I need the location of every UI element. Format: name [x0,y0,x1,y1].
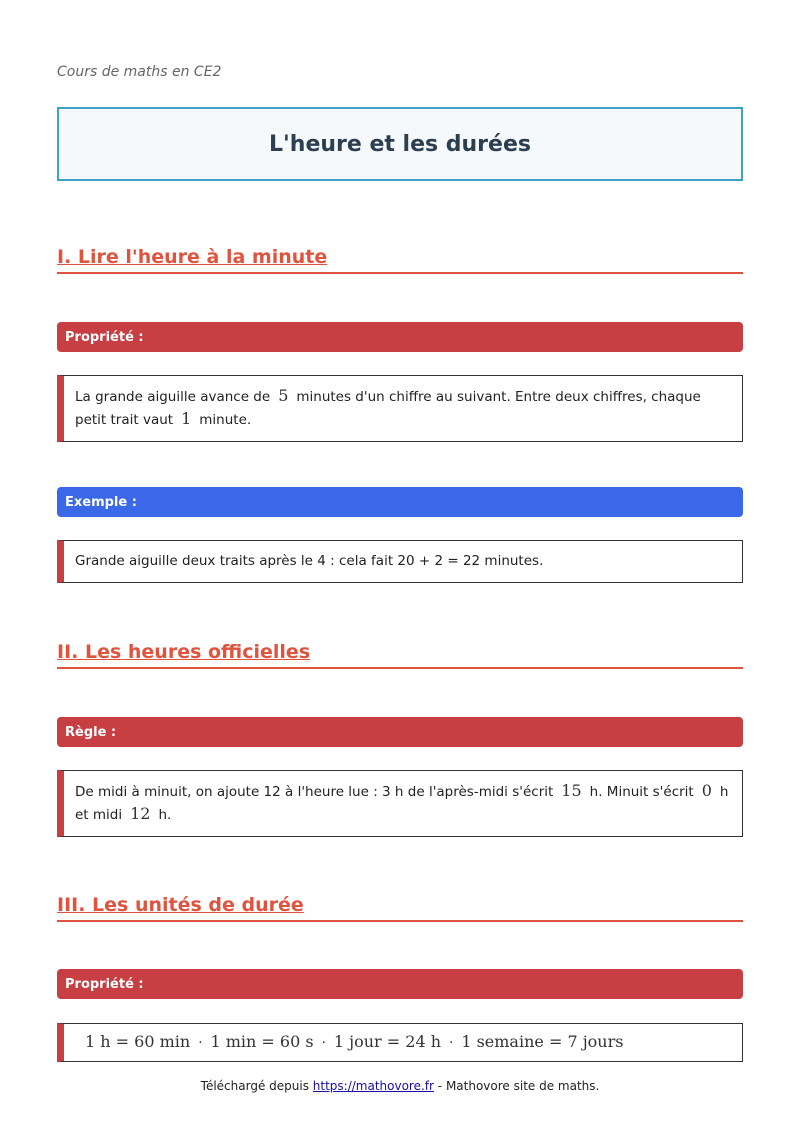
formula-minute: 1 min = 60 s [210,1032,314,1051]
rule-label [57,717,743,747]
property-1-text-b: minutes d'un chiffre au suivant. Entre deux chiffres, chaque petit trait vaut [75,389,701,428]
page-footer [0,1079,800,1093]
property-label-3-text: Propriété : [65,976,144,992]
example-label-text: Exemple : [65,494,137,510]
rule-text-c: h et midi [75,784,729,823]
formula-separator: · [198,1035,203,1051]
footer-suffix: - Mathovore site de maths. [437,1079,600,1093]
units-box [57,1023,743,1062]
math-value-5: 5 [278,386,289,405]
property-label-1 [57,322,743,352]
formula-week: 1 semaine = 7 jours [461,1032,624,1051]
title-box [57,107,743,181]
rule-text-b: h. Minuit s'écrit [589,784,694,800]
rule-text-d: h. [158,807,172,823]
rule-box [57,770,743,837]
example-box [57,540,743,583]
math-value-15: 15 [561,781,582,800]
property-label-1-text: Propriété : [65,329,144,345]
rule-text-a: De midi à minuit, on ajoute 12 à l'heure lue : 3 h de l'après-midi s'écrit [75,784,554,800]
example-label [57,487,743,517]
property-box-1 [57,375,743,442]
math-value-1: 1 [181,409,192,428]
section-heading-1 [57,246,743,274]
page-title: L'heure et les durées [269,131,531,157]
math-value-0: 0 [701,781,712,800]
course-subtitle: Cours de maths en CE2 [57,64,222,80]
footer-link[interactable]: https://mathovore.fr [312,1079,434,1093]
property-1-text-c: minute. [199,412,252,428]
formula-separator: · [321,1035,326,1051]
section-heading-2-text: II. Les heures officielles [57,641,311,663]
property-label-3 [57,969,743,999]
section-heading-2 [57,641,743,669]
formula-hour: 1 h = 60 min [85,1032,191,1051]
example-text: Grande aiguille deux traits après le 4 : cela fait 20 + 2 = 22 minutes. [75,553,544,569]
section-heading-1-text: I. Lire l'heure à la minute [57,246,328,268]
footer-prefix: Téléchargé depuis [200,1079,309,1093]
section-heading-3 [57,894,743,922]
formula-separator: · [449,1035,454,1051]
math-value-12: 12 [130,804,151,823]
section-heading-3-text: III. Les unités de durée [57,894,304,916]
formula-day: 1 jour = 24 h [333,1032,442,1051]
rule-label-text: Règle : [65,724,117,740]
property-1-text-a: La grande aiguille avance de [75,389,271,405]
